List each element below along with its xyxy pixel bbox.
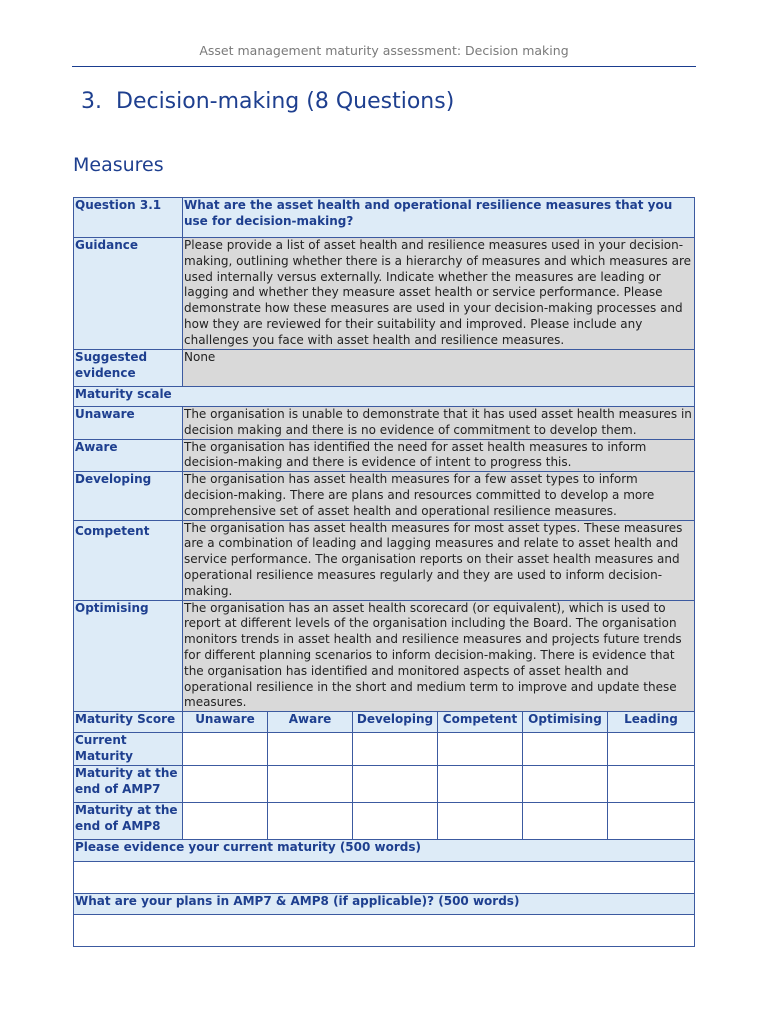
maturity-scale-label: Maturity scale xyxy=(74,387,695,407)
plans-answer-field[interactable] xyxy=(74,914,695,946)
evidence-row xyxy=(74,350,695,387)
score-row-label: Current Maturity xyxy=(74,733,183,766)
section-number: 3. xyxy=(81,89,102,114)
running-header: Asset management maturity assessment: Decision making xyxy=(199,43,569,58)
guidance-text: Please provide a list of asset health and resilience measures used in your decision-making, outlining whether there is a hierarchy of measures and which measures are used internally versus externally. Indicate whether the measures are leading or lagging and whether they measure asset health or service performance. Please demonstrate how these measures are used in your decision-making processes and how they are reviewed for their suitability and improved. Please include any challenges you face with asset health and resilience measures. xyxy=(183,238,695,350)
level-description: The organisation is unable to demonstrate that it has used asset health measures in decision making and there is no evidence of commitment to develop them. xyxy=(183,407,695,440)
level-description: The organisation has asset health measures for most asset types. These measures are a combination of leading and lagging measures and relate to asset health and service performance. The organisation reports on their asset health measures and operational resilience measures regularly and they are used to inform decision-making. xyxy=(183,520,695,600)
level-description: The organisation has asset health measures for a few asset types to inform decision-making. There are plans and resources committed to develop a more comprehensive set of asset health and operational resilience measures. xyxy=(183,472,695,520)
level-description: The organisation has an asset health scorecard (or equivalent), which is used to report at different levels of the organisation including the Board. The organisation monitors trends in asset health and resilience measures and projects future trends for different planning scenarios to inform decision-making. There is evidence that the organisation has identified and monitored aspects of asset health and operational resilience in the short and medium term to improve and update these measures. xyxy=(183,600,695,712)
level-row-competent xyxy=(74,520,695,600)
score-cell[interactable] xyxy=(353,733,438,766)
section-title xyxy=(81,89,454,114)
evidence-prompt-row xyxy=(74,839,695,861)
evidence-answer-row xyxy=(74,861,695,893)
score-cell[interactable] xyxy=(523,733,608,766)
score-cell[interactable] xyxy=(183,802,268,839)
score-column-header: Competent xyxy=(438,712,523,733)
score-cell[interactable] xyxy=(438,765,523,802)
score-cell[interactable] xyxy=(608,733,695,766)
score-row-amp8 xyxy=(74,802,695,839)
score-column-header: Developing xyxy=(353,712,438,733)
guidance-row xyxy=(74,238,695,350)
current-maturity-answer-field[interactable] xyxy=(74,861,695,893)
score-cell[interactable] xyxy=(353,802,438,839)
current-maturity-prompt: Please evidence your current maturity (500 words) xyxy=(74,839,695,861)
subheading-measures: Measures xyxy=(73,154,164,176)
plans-prompt-row xyxy=(74,893,695,914)
level-row-unaware xyxy=(74,407,695,440)
score-cell[interactable] xyxy=(183,765,268,802)
score-cell[interactable] xyxy=(268,765,353,802)
plans-answer-row xyxy=(74,914,695,946)
score-cell[interactable] xyxy=(183,733,268,766)
level-name: Developing xyxy=(74,472,183,520)
level-row-developing xyxy=(74,472,695,520)
score-cell[interactable] xyxy=(608,765,695,802)
level-name: Optimising xyxy=(74,600,183,712)
level-description: The organisation has identified the need for asset health measures to inform decision-making and there is evidence of intent to progress this. xyxy=(183,439,695,472)
evidence-text: None xyxy=(183,350,695,387)
assessment-table xyxy=(73,197,695,947)
score-cell[interactable] xyxy=(608,802,695,839)
level-name: Competent xyxy=(74,520,183,600)
maturity-score-header-row xyxy=(74,712,695,733)
score-cell[interactable] xyxy=(268,802,353,839)
plans-prompt: What are your plans in AMP7 & AMP8 (if applicable)? (500 words) xyxy=(74,893,695,914)
question-text: What are the asset health and operational resilience measures that you use for decision-making? xyxy=(183,198,695,238)
level-row-aware xyxy=(74,439,695,472)
score-cell[interactable] xyxy=(353,765,438,802)
maturity-scale-row xyxy=(74,387,695,407)
header-divider xyxy=(72,66,696,67)
maturity-score-label: Maturity Score xyxy=(74,712,183,733)
question-label: Question 3.1 xyxy=(74,198,183,238)
score-row-label: Maturity at the end of AMP8 xyxy=(74,802,183,839)
guidance-label: Guidance xyxy=(74,238,183,350)
score-cell[interactable] xyxy=(523,802,608,839)
level-name: Aware xyxy=(74,439,183,472)
score-row-label: Maturity at the end of AMP7 xyxy=(74,765,183,802)
section-title-text: Decision-making (8 Questions) xyxy=(116,89,455,114)
evidence-label: Suggested evidence xyxy=(74,350,183,387)
score-column-header: Leading xyxy=(608,712,695,733)
score-cell[interactable] xyxy=(268,733,353,766)
score-cell[interactable] xyxy=(438,802,523,839)
score-column-header: Unaware xyxy=(183,712,268,733)
level-row-optimising xyxy=(74,600,695,712)
level-name: Unaware xyxy=(74,407,183,440)
score-row-current xyxy=(74,733,695,766)
score-cell[interactable] xyxy=(438,733,523,766)
score-column-header: Optimising xyxy=(523,712,608,733)
score-column-header: Aware xyxy=(268,712,353,733)
score-row-amp7 xyxy=(74,765,695,802)
question-row xyxy=(74,198,695,238)
score-cell[interactable] xyxy=(523,765,608,802)
